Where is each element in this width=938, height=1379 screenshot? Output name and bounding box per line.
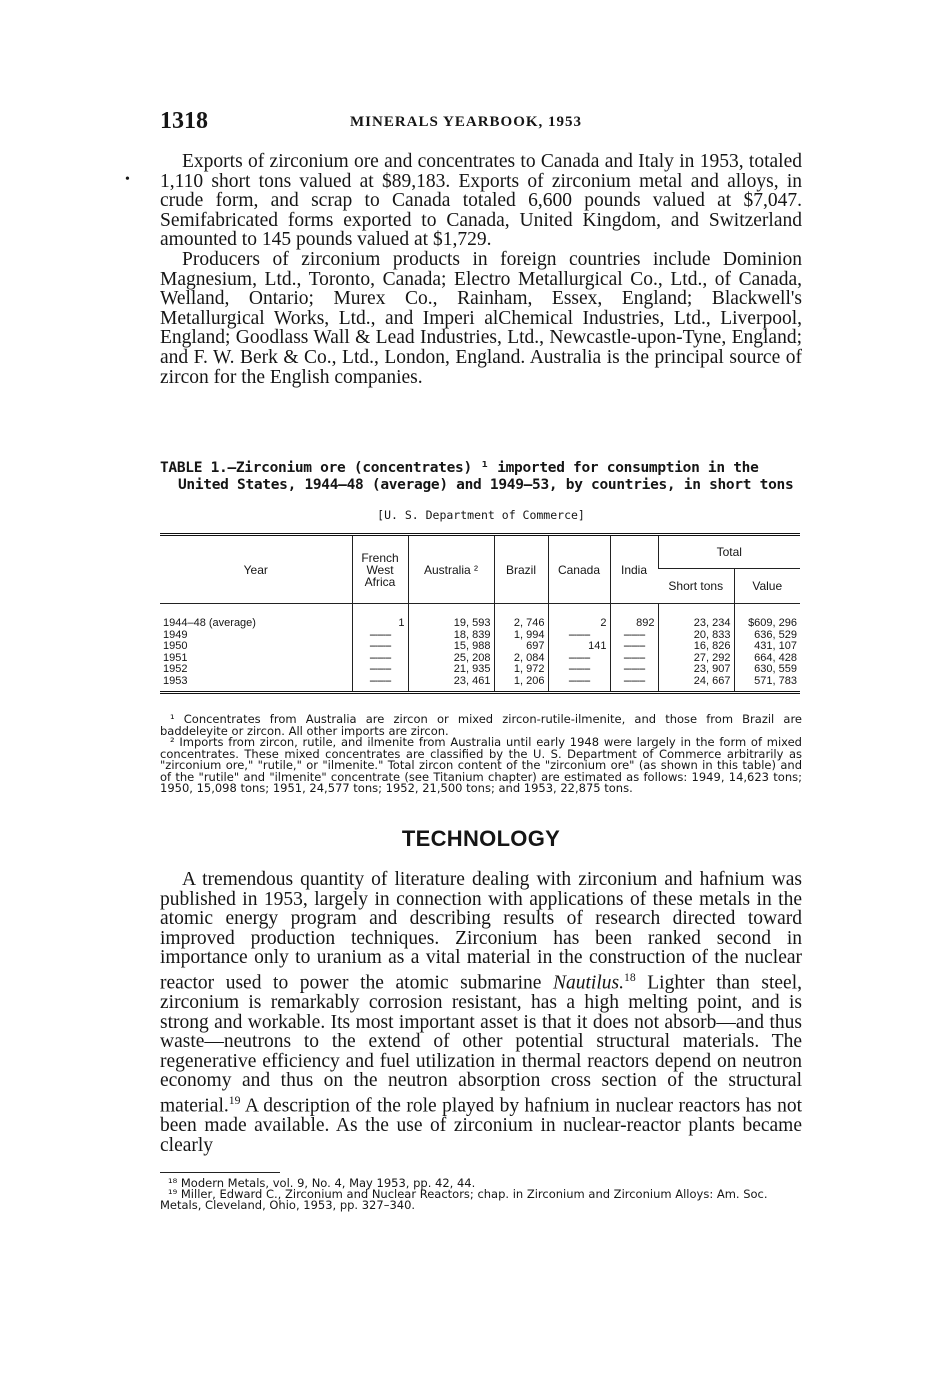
table-row bbox=[160, 676, 800, 693]
table-cell-value: 630, 559 bbox=[734, 664, 800, 676]
technology-text-part-b: Lighter than steel, zirconium is remarkably corrosion resistant, has a high melting point, and is strong and workable. Its most important asset is that it does not absorb—and thus waste—neutrons to the extend of other potential structural materials. The regenerative efficiency and fuel utilization in thermal reactors depend on neutron economy and thus on the neutron absorption cross section of the structural material. bbox=[160, 972, 802, 1117]
table-cell-australia: 21, 935 bbox=[408, 664, 494, 676]
table-title bbox=[160, 460, 802, 494]
running-title: MINERALS YEARBOOK, 1953 bbox=[350, 114, 583, 130]
table-cell-year: 1950 bbox=[163, 640, 188, 652]
table-cell-fwa: -------- bbox=[352, 641, 408, 653]
footnote-divider bbox=[160, 1172, 280, 1173]
footnote-ref-18: 18 bbox=[623, 970, 636, 984]
table-cell-fwa: -------- bbox=[352, 664, 408, 676]
submarine-name: Nautilus. bbox=[552, 972, 624, 994]
table-cell-australia: 25, 208 bbox=[408, 653, 494, 665]
table-cell-india: 892 bbox=[610, 604, 658, 630]
technology-text-part-c: A description of the role played by hafnium in nuclear reactors has not been made available. As the use of zirconium in nuclear-reactor plants became clearly bbox=[160, 1095, 802, 1156]
technology-paragraph bbox=[160, 870, 802, 1155]
table-cell-year: 1952 bbox=[163, 663, 188, 675]
table-cell-brazil: 1, 972 bbox=[494, 664, 548, 676]
table-cell-brazil: 2, 746 bbox=[494, 604, 548, 630]
table-cell-year: 1951 bbox=[163, 651, 188, 664]
col-header-brazil: Brazil bbox=[494, 535, 548, 604]
technology-text-part-a: A tremendous quantity of literature dealing with zirconium and hafnium was published in 1953, largely in connection with applications of these metals in the atomic energy program and describing results of research directed toward improved production techniques. Zirconium has been ranked second in importance only to uranium as a vital material in the construction of the nuclear reactor used to power the atomic submarine bbox=[160, 869, 802, 994]
col-header-total: Total bbox=[658, 535, 800, 569]
intro-text bbox=[160, 152, 802, 387]
page-footnotes bbox=[160, 1178, 802, 1211]
technology-text bbox=[160, 870, 802, 1155]
table-row bbox=[160, 641, 800, 653]
table-cell-india: -------- bbox=[610, 641, 658, 653]
table-cell-short-tons: 16, 826 bbox=[658, 641, 734, 653]
table-cell-canada: 141 bbox=[548, 641, 610, 653]
table-cell-short-tons: 27, 292 bbox=[658, 653, 734, 665]
table-cell-fwa: 1 bbox=[352, 604, 408, 630]
footnote-19: ¹⁹ Miller, Edward C., Zirconium and Nuclear Reactors; chap. in Zirconium and Zirconium Alloys: Am. Soc. Metals, Cleveland, Ohio, 1953, pp. 327–340. bbox=[160, 1187, 768, 1212]
table-cell-brazil: 697 bbox=[494, 641, 548, 653]
table-cell-brazil: 1, 994 bbox=[494, 630, 548, 642]
margin-mark-icon: • bbox=[125, 172, 130, 187]
col-header-year: Year bbox=[160, 535, 352, 604]
table-footnotes bbox=[160, 714, 802, 795]
footnote-ref-19: 19 bbox=[228, 1094, 241, 1108]
table-cell-short-tons: 23, 907 bbox=[658, 664, 734, 676]
table-cell-year: 1949 bbox=[163, 628, 188, 641]
col-header-value: Value bbox=[734, 569, 800, 604]
table-cell-year: 1944–48 (average) bbox=[160, 604, 352, 630]
table-cell-fwa: -------- bbox=[352, 653, 408, 665]
table-cell-year: 1953 bbox=[160, 676, 352, 693]
table-cell-value: 431, 107 bbox=[734, 641, 800, 653]
table-cell-india: -------- bbox=[610, 664, 658, 676]
table-cell-australia: 18, 839 bbox=[408, 630, 494, 642]
table-cell-brazil: 1, 206 bbox=[494, 676, 548, 693]
table-body bbox=[160, 604, 800, 693]
table-footnote-1: ¹ Concentrates from Australia are zircon or mixed zircon-rutile-ilmenite, and those from Brazil are baddeleyite or zircon. All other imports are zircon. bbox=[160, 712, 802, 738]
table-cell-canada: -------- bbox=[548, 676, 610, 693]
table-title-line-2: United States, 1944–48 (average) and 1949–53, by countries, in short tons bbox=[178, 477, 794, 493]
table-cell-australia: 23, 461 bbox=[408, 676, 494, 693]
table-cell-short-tons: 24, 667 bbox=[658, 676, 734, 693]
table-cell-india: -------- bbox=[610, 630, 658, 642]
table-row bbox=[160, 604, 800, 630]
footnote-18: ¹⁸ Modern Metals, vol. 9, No. 4, May 1953, pp. 42, 44. bbox=[168, 1176, 476, 1190]
table-source: [U. S. Department of Commerce] bbox=[377, 508, 585, 522]
zirconium-imports-table bbox=[160, 533, 800, 694]
table-cell-canada: -------- bbox=[548, 653, 610, 665]
table-cell-brazil: 2, 084 bbox=[494, 653, 548, 665]
table-cell-australia: 15, 988 bbox=[408, 641, 494, 653]
col-header-india: India bbox=[610, 535, 658, 604]
table-cell-value: 571, 783 bbox=[734, 676, 800, 693]
table-cell-canada: 2 bbox=[548, 604, 610, 630]
table-row bbox=[160, 664, 800, 676]
table-cell-short-tons: 20, 833 bbox=[658, 630, 734, 642]
col-header-french-west-africa: French West Africa bbox=[352, 535, 408, 604]
table-cell-short-tons: 23, 234 bbox=[658, 604, 734, 630]
page-number: 1318 bbox=[160, 108, 208, 134]
table-cell-australia: 19, 593 bbox=[408, 604, 494, 630]
table-cell-canada: -------- bbox=[548, 664, 610, 676]
section-heading: TECHNOLOGY bbox=[401, 826, 561, 851]
col-header-canada: Canada bbox=[548, 535, 610, 604]
table-cell-fwa: -------- bbox=[352, 630, 408, 642]
col-header-australia: Australia ² bbox=[408, 535, 494, 604]
table-footnote-2: ² Imports from zircon, rutile, and ilmenite from Australia until early 1948 were largely in the form of mixed concentrates. These mixed concentrates are classified by the U. S. Department of Commerce arbitrarily as "zirconium ore," "rutile," or "ilmenite." Total zircon content of the "zirconium ore" (as shown in this table) and of the "rutile" and "ilmenite" concentrate (see Titanium chapter) are estimated as follows: 1949, 14,623 tons; 1950, 15,098 tons; 1951, 24,577 tons; 1952, 21,500 tons; and 1953, 22,875 tons. bbox=[160, 735, 802, 795]
table-cell-value: 636, 529 bbox=[734, 630, 800, 642]
table-cell-canada: -------- bbox=[548, 630, 610, 642]
table-cell-india: -------- bbox=[610, 653, 658, 665]
table-cell-value: $609, 296 bbox=[734, 604, 800, 630]
intro-paragraph-producers: Producers of zirconium products in foreign countries include Dominion Magnesium, Ltd., Toronto, Canada; Electro Metallurgical Co., Ltd., of Canada, Welland, Ontario; Murex Co., Rainham, Essex, England; Blackwell's Metallurgical Works, Ltd., and Imperi alChemical Industries, Ltd., Liverpool, England; Goodlass Wall & Lead Industries, Ltd., Newcastle-upon-Tyne, England; and F. W. Berk & Co., Ltd., London, England. Australia is the principal source of zircon for the English companies. bbox=[160, 248, 802, 388]
col-header-short-tons: Short tons bbox=[668, 579, 724, 593]
table-cell-value: 664, 428 bbox=[734, 653, 800, 665]
page-header bbox=[160, 108, 800, 136]
intro-paragraph-exports: Exports of zirconium ore and concentrates to Canada and Italy in 1953, totaled 1,110 short tons valued at $89,183. Exports of zirconium metal and alloys, in crude form, and scrap to Canada totaled 6,600 pounds valued at $7,047. Semifabricated forms exported to Canada, United Kingdom, and Switzerland amounted to 145 pounds valued at $1,729. bbox=[160, 151, 802, 251]
table-cell-fwa: -------- bbox=[352, 676, 408, 693]
table-title-line-1: TABLE 1.—Zirconium ore (concentrates) ¹ imported for consumption in the bbox=[160, 460, 759, 476]
table-cell-india: -------- bbox=[610, 676, 658, 693]
